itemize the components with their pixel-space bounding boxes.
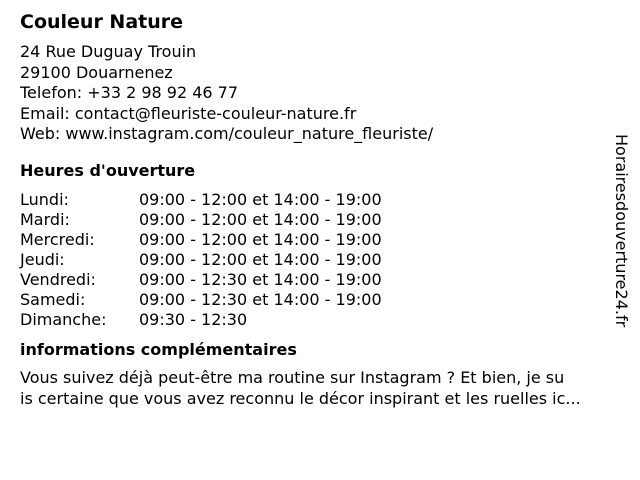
day-label: Jeudi: xyxy=(20,249,65,269)
hours-row-vendredi xyxy=(20,270,620,290)
day-label: Mercredi: xyxy=(20,229,95,249)
hours-row-dimanche xyxy=(20,310,620,330)
phone-line: Telefon: +33 2 98 92 46 77 xyxy=(20,83,239,102)
time-range: 09:30 - 12:30 xyxy=(139,310,248,330)
day-label: Dimanche: xyxy=(20,310,107,330)
opening-hours-table xyxy=(20,190,620,331)
day-label: Vendredi: xyxy=(20,269,96,289)
hours-row-jeudi xyxy=(20,250,620,270)
hours-title: Heures d'ouverture xyxy=(20,160,196,180)
address-line-2: 29100 Douarnenez xyxy=(20,62,173,82)
info-description xyxy=(20,368,630,409)
address-line-1: 24 Rue Duguay Trouin xyxy=(20,42,197,61)
time-range: 09:00 - 12:00 et 14:00 - 19:00 xyxy=(139,189,382,209)
time-range: 09:00 - 12:30 et 14:00 - 19:00 xyxy=(139,269,382,289)
info-line-2: is certaine que vous avez reconnu le décor inspirant et les ruelles ic... xyxy=(20,388,581,408)
business-card xyxy=(20,10,620,409)
web-line: Web: www.instagram.com/couleur_nature_fleuriste/ xyxy=(20,124,434,143)
info-title: informations complémentaires xyxy=(20,340,297,360)
hours-row-samedi xyxy=(20,290,620,310)
day-label: Samedi: xyxy=(20,289,86,309)
time-range: 09:00 - 12:00 et 14:00 - 19:00 xyxy=(139,209,382,229)
day-label: Mardi: xyxy=(20,209,70,229)
info-line-1: Vous suivez déjà peut-être ma routine sur Instagram ? Et bien, je su xyxy=(20,368,565,388)
contact-block xyxy=(20,42,620,145)
time-range: 09:00 - 12:00 et 14:00 - 19:00 xyxy=(139,249,382,269)
business-name: Couleur Nature xyxy=(20,11,184,33)
email-line: Email: contact@fleuriste-couleur-nature.fr xyxy=(20,103,357,123)
hours-row-lundi xyxy=(20,190,620,210)
time-range: 09:00 - 12:00 et 14:00 - 19:00 xyxy=(139,229,382,249)
hours-row-mercredi xyxy=(20,230,620,250)
day-label: Lundi: xyxy=(20,189,69,209)
site-watermark: Horairesdouverture24.fr xyxy=(612,134,631,328)
time-range: 09:00 - 12:30 et 14:00 - 19:00 xyxy=(139,289,382,309)
hours-row-mardi xyxy=(20,210,620,230)
